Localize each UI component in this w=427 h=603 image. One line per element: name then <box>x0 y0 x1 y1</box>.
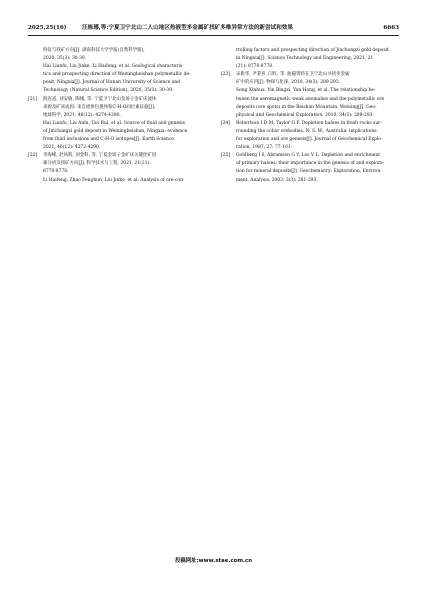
reference-line: trolling factors and prospecting direction of Jinchangzi gold deposit <box>236 48 389 53</box>
reference-entry <box>221 47 397 71</box>
reference-line: deposits (ore spots) in the Beishan Mountain, Weining[J]. Geo- <box>236 104 377 110</box>
reference-line: Technology (Natural Science Edition), 2020, 35(3): 30-39. <box>43 88 174 94</box>
reference-line: for exploration and ore genesis[J]. Journal of Geochemical Explo- <box>236 137 383 143</box>
reference-line: of primary haloes: their importance in the genesis of and explora- <box>236 161 385 167</box>
reference-line: posit, Ningxia[J]. Journal of Hunan University of Science and <box>43 80 181 86</box>
reference-entry <box>221 120 397 152</box>
reference-number: [23] <box>221 72 231 78</box>
reference-line: 李海峰, 赵风辉, 刘金科, 等. 宁夏金场子金矿床关键控矿因 <box>43 153 157 159</box>
reference-entry <box>221 152 397 184</box>
reference-line: Hai Lianfu, Liu Anlu, Tao Rui, et al. Source of fluid and genesis <box>43 120 185 126</box>
reference-line: Robertson I D M, Taylor G F. Depletion haloes in fresh rocks sur- <box>236 120 382 126</box>
journal-volume: 2025,25(16) <box>28 25 67 31</box>
reference-line: of Jinchangzi gold deposit in Weiningbeishan, Ningxia: evidence <box>43 128 188 134</box>
reference-line: Song Xinhua, Yin Bingxi, Yan Hong, et al. The relationship be- <box>236 88 376 94</box>
page-number: 6663 <box>383 25 399 31</box>
reference-line: tics and prospecting direction of Weiningbeishan polymetallic de- <box>43 72 191 78</box>
reference-number: [24] <box>221 120 231 126</box>
reference-line: ration, 1987, 27: 77-101. <box>236 145 293 151</box>
reference-number: [21] <box>28 96 38 102</box>
reference-line: from fluid inclusions and C-H-O isotopes[J]. Earth Science, <box>43 137 176 143</box>
reference-entry <box>221 71 397 120</box>
reference-line: 素分析及找矿方向[J]. 科学技术与工程, 2021, 21(21): <box>43 161 151 167</box>
running-header <box>28 22 399 36</box>
reference-line: 特征与找矿方向[J]. 湖南科技大学学报(自然科学版), <box>43 48 145 53</box>
reference-line: 矿中的应用[J]. 物探与化探, 2010, 34(3): 289-293. <box>236 80 341 86</box>
left-column <box>28 47 204 185</box>
running-title: 汪栋琊,等:宁夏卫宁北山二人山地区热液型多金属矿找矿多维异常方法的新尝试和效果 <box>82 25 293 31</box>
reference-line: physical and Geochemical Exploration, 2010, 34(3): 289-293. <box>236 112 374 118</box>
reference-line: 2021, 46(12): 4272-4290. <box>43 145 101 151</box>
reference-line: in Ningxia[J]. Science Technology and Engineering, 2021, 21 <box>236 56 374 62</box>
reference-line: tween the aeromagnetic weak anomalies and the polymetallic ore <box>236 96 385 102</box>
reference-entry <box>28 47 204 96</box>
reference-entry <box>28 152 204 184</box>
reference-line: ment, Analysis, 2003, 3(3): 281-293. <box>236 177 318 183</box>
right-column <box>221 47 397 185</box>
reference-line: 海连富, 刘安敏, 陶城, 等. 宁夏卫宁北山金场子金矿床流体 <box>43 96 157 102</box>
reference-line: Goldberg I S, Abramson G Y, Los V L. Depletion and enrichment <box>236 153 381 159</box>
reference-number: [25] <box>221 153 231 159</box>
reference-line: 来源及矿床成因: 来自流体包裹体和C-H-O同位素证据[J]. <box>43 104 156 110</box>
reference-entry <box>28 96 204 153</box>
reference-line: rounding the cobar orebodies, N. S. W., Australia: implications <box>236 128 377 134</box>
reference-line: tion for mineral deposits[J]. Geochemistry: Exploration, Environ- <box>236 169 382 175</box>
reference-line: Li Haifeng, Zhao Fenghun, Liu Jinke, et al. Analysis of ore-con- <box>43 177 185 183</box>
reference-line: 2020, 35(3): 30-39. <box>43 56 87 62</box>
reference-line: (21): 8770-8778. <box>236 64 274 70</box>
reference-number: [22] <box>28 153 38 159</box>
submission-url: 投稿网址:www.stae.com.cn <box>174 558 253 564</box>
reference-line: Hai Lianfu, Liu Jinke, Li Haifeng, et al. Geological characteris- <box>43 64 184 70</box>
reference-line: 8770-8778. <box>43 169 69 175</box>
reference-line: 宋新华, 尹秉喜, 闫红, 等. 航磁资料在卫宁北山寻找多金属 <box>236 72 350 78</box>
reference-line: 地球科学, 2021, 46(12): 4274-4290. <box>43 112 121 118</box>
